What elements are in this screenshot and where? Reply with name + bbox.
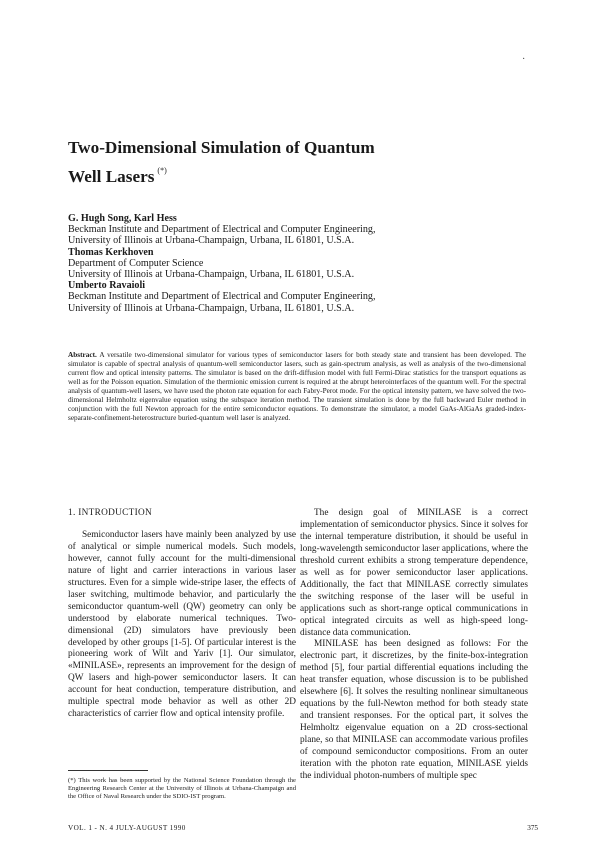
intro-paragraph: MINILASE has been designed as follows: For the electronic part, it discretizes, by the finite-box-integration method [5], four partial differential equations including the heat transfer equation, whose discussion is to be published elsewhere [6]. It solves the resulting nonlinear simultaneous equations by the full-Newton method for both steady state and transient responses. For the optical part, it solves the Helmholtz eigenvalue equation on a 2D cross-sectional plane, so that MINILASE can accommodate various profiles of compound semiconductor compositions. From an outer iteration with the photon rate equation, MINILASE yields the individual photon-numbers of multiple spec [300,639,528,781]
footnote: (*) This work has been supported by the National Science Foundation through the Engineering Research Center at the University of Illinois at Urbana-Champaign and the Office of Naval Research under the SDIO-IST program. [68,777,296,801]
abstract-label: Abstract. [68,351,97,359]
section-heading: 1. INTRODUCTION [68,508,153,518]
intro-paragraph: Semiconductor lasers have mainly been analyzed by use of analytical or simple numerical models. Such models, however, cannot fully account for the multi-dimensional nature of light and carrier interactions in various laser structures. Even for a simple wide-stripe laser, the effects of laser switching, multimode behavior, and particularly the semiconductor quantum-well (QW) geometry can only be understood by elaborate numerical techniques. Two-dimensional (2D) simulators have previously been developed by other groups [1-5]. Of particular interest is the pioneering work of Wilt and Yariv [1]. Our simulator, «MINILASE», represents an improvement for the design of QW lasers and high-power semiconductor lasers. It can account for heat conduction, temperature distribution, and multiple spectral mode behavior as well as other 2D characteristics of carrier flow and optical intensity profile. [68,529,296,720]
footnote-rule [68,770,148,771]
affiliation-line: University of Illinois at Urbana-Champaign, Urbana, IL 61801, U.S.A. [68,235,355,247]
affiliation-line: Beckman Institute and Department of Electrical and Computer Engineering, [68,291,376,303]
title-footnote-marker: (*) [157,166,167,175]
title-line-2-text: Well Lasers [68,167,155,186]
author-name: G. Hugh Song, Karl Hess [68,213,177,224]
affiliation-line: University of Illinois at Urbana-Champaign, Urbana, IL 61801, U.S.A. [68,269,355,281]
right-column [300,508,528,783]
affiliation-line: Department of Computer Science [68,257,204,269]
abstract-text: A versatile two-dimensional simulator for various types of semiconductor lasers for both steady state and transient has been developed. The simulator is capable of spectral analysis of quantum-well semiconductor lasers, such as gain-spectrum analysis, as well as analysis of the two-dimensional current flow and optical intensity patterns. The simulator is based on the drift-diffusion model with full Fermi-Dirac statistics for the transport equations as well as for the Poisson equation. Simulation of the thermionic emission current is required at the abrupt heterointerfaces of the quantum well. For the spectral analysis of quantum-well lasers, we have used the photon rate equation for each Fabry-Perot mode. For the optical intensity pattern, we have solved the two-dimensional Helmholtz eigenvalue equation using the subspace iteration method. The transient simulation is done by the full backward Euler method in conjunction with the full Newton approach for the entire semiconductor equations. To demonstrate the simulator, a model GaAs-AlGaAs graded-index-separate-confinement-heterostructure buried-quantum well laser is analyzed. [68,351,526,423]
title-line-2 [68,159,488,188]
title-line-1: Two-Dimensional Simulation of Quantum [68,138,375,157]
left-column [68,508,296,721]
corner-mark: · [522,54,526,65]
author-name: Umberto Ravaioli [68,280,146,292]
journal-volume-issue: VOL. 1 - N. 4 JULY-AUGUST 1990 [68,824,186,832]
author-name: Thomas Kerkhoven [68,246,154,258]
paper-title [68,136,488,188]
page-number: 375 [527,824,538,832]
affiliation-line: Beckman Institute and Department of Electrical and Computer Engineering, [68,224,376,236]
intro-paragraph: The design goal of MINILASE is a correct implementation of semiconductor physics. Since it solves for the internal temperature distribution, it should be useful in long-wavelength semiconductor laser applications, where the threshold current exhibits a strong temperature dependence, as well as for power semiconductor laser applications. Additionally, the fact that MINILASE correctly simulates the switching response of the laser will be useful in applications such as short-range optical communications in optical integrated circuits as well as high-speed long-distance data communication. [300,508,528,638]
affiliation-line: University of Illinois at Urbana-Champaign, Urbana, IL 61801, U.S.A. [68,302,355,314]
abstract [68,351,526,423]
author-affiliations [68,213,508,314]
